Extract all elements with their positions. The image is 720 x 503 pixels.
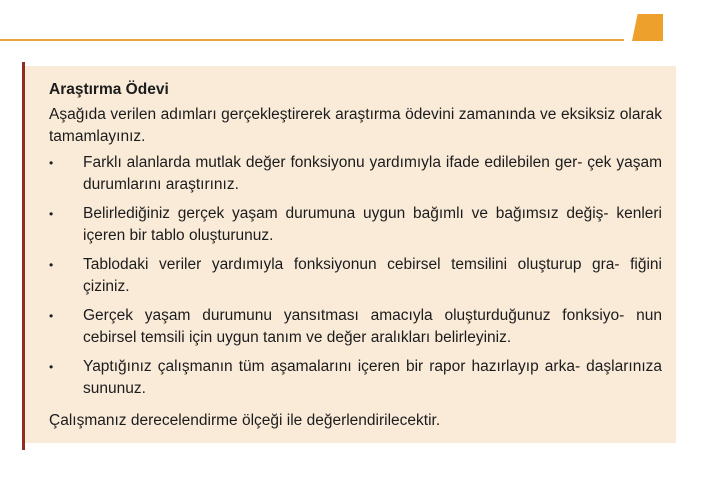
assignment-intro: Aşağıda verilen adımları gerçekleştirerek araştırma ödevini zamanında ve eksiksiz olarak tamamlayınız. [49, 106, 662, 145]
step-list [49, 152, 662, 400]
assignment-outro: Çalışmanız derecelendirme ölçeği ile değerlendirilecektir. [49, 412, 441, 429]
list-item [49, 203, 662, 247]
list-item [49, 152, 662, 196]
step-text: Belirlediğiniz gerçek yaşam durumuna uygun bağımlı ve bağımsız değiş- kenleri içeren bir tablo oluşturunuz. [83, 205, 662, 244]
bullet-icon: • [49, 360, 54, 374]
bullet-icon: • [49, 309, 54, 323]
list-item [49, 305, 662, 349]
assignment-box [25, 66, 676, 443]
bullet-icon: • [49, 156, 54, 170]
header-rule [0, 39, 624, 41]
list-item [49, 254, 662, 298]
step-text: Yaptığınız çalışmanın tüm aşamalarını içeren bir rapor hazırlayıp arka- daşlarınıza sununuz. [83, 358, 662, 397]
corner-tab [632, 14, 663, 41]
assignment-title: Araştırma Ödevi [49, 81, 169, 98]
step-text: Gerçek yaşam durumunu yansıtması amacıyla oluşturduğunuz fonksiyo- nun cebirsel temsili için uygun tanım ve değer aralıkları belirleyiniz. [83, 307, 662, 346]
bullet-icon: • [49, 207, 54, 221]
list-item [49, 356, 662, 400]
step-text: Tablodaki veriler yardımıyla fonksiyonun cebirsel temsilini oluşturup gra- fiğini çiziniz. [83, 256, 662, 295]
step-text: Farklı alanlarda mutlak değer fonksiyonu yardımıyla ifade edilebilen ger- çek yaşam durumlarını araştırınız. [83, 154, 662, 193]
bullet-icon: • [49, 258, 54, 272]
